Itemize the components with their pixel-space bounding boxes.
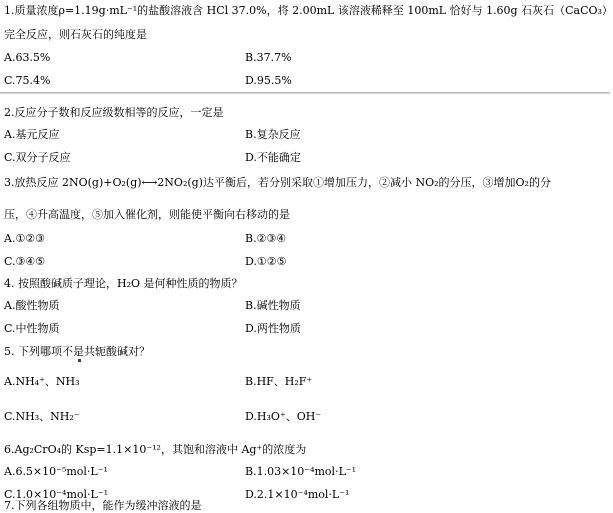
- q4-option-b: B.碱性物质: [245, 299, 301, 312]
- q2-option-c: C.双分子反应: [4, 151, 71, 164]
- q6-option-a: A.6.5×10⁻⁵mol·L⁻¹: [4, 465, 108, 478]
- q6-option-b: B.1.03×10⁻⁴mol·L⁻¹: [245, 465, 357, 478]
- q5-option-a: A.NH₄⁺、NH₃: [4, 375, 80, 388]
- q1-option-a: A.63.5%: [4, 51, 51, 64]
- q3-option-a: A.①②③: [4, 232, 46, 245]
- q6-stem: 6.Ag₂CrO₄的 Ksp=1.1×10⁻¹²，其饱和溶液中 Ag⁺的浓度为: [4, 443, 307, 456]
- q4-stem: 4. 按照酸碱质子理论，H₂O 是何种性质的物质？: [4, 277, 243, 290]
- q1-option-b: B.37.7%: [245, 51, 292, 64]
- q4-option-a: A.酸性物质: [4, 299, 60, 312]
- q3-stem-line1: 3.放热反应 2NO(g)+O₂(g)⟷2NO₂(g)达平衡后，若分别采取①增加压力，②减小 NO₂的分压，③增加O₂的分: [4, 176, 551, 189]
- q2-option-b: B.复杂反应: [245, 128, 301, 141]
- q2-stem: 2.反应分子数和反应级数相等的反应，一定是: [4, 106, 224, 119]
- q7-partial-line: [4, 499, 334, 513]
- q1-option-d: D.95.5%: [245, 74, 292, 87]
- q5-option-b: B.HF、H₂F⁺: [245, 375, 313, 388]
- q3-option-d: D.①②⑤: [245, 255, 287, 268]
- q6-option-c: C.1.0×10⁻⁴mol·L⁻¹: [4, 488, 109, 501]
- q3-stem-line2: 压，④升高温度，⑤加入催化剂，则能使平衡向右移动的是: [4, 208, 290, 221]
- q5-option-d: D.H₃O⁺、OH⁻: [245, 410, 322, 423]
- q1-stem-line2: 完全反应，则石灰石的纯度是: [4, 28, 147, 41]
- q6-option-d: D.2.1×10⁻⁴mol·L⁻¹: [245, 488, 350, 501]
- q5-stem: 5. 下列哪项不是共轭酸碱对？: [4, 345, 150, 358]
- q1-option-c: C.75.4%: [4, 74, 51, 87]
- q3-option-c: C.③④⑤: [4, 255, 46, 268]
- q1-stem-line1: 1.质量浓度ρ=1.19g·mL⁻¹的盐酸溶液含 HCl 37.0%，将 2.00mL 该溶液稀释至 100mL 恰好与 1.60g 石灰石（CaCO₃）: [4, 4, 613, 17]
- page-break-divider: [0, 92, 610, 94]
- text-cursor-mark: [78, 359, 81, 362]
- q4-option-c: C.中性物质: [4, 322, 60, 335]
- q4-option-d: D.两性物质: [245, 322, 301, 335]
- q5-option-c: C.NH₃、NH₂⁻: [4, 410, 80, 423]
- q3-option-b: B.②③④: [245, 232, 287, 245]
- q2-option-a: A.基元反应: [4, 128, 60, 141]
- q2-option-d: D.不能确定: [245, 151, 301, 164]
- q7-partial-text: 7.下列各组物质中，能作为缓冲溶液的是: [4, 499, 202, 512]
